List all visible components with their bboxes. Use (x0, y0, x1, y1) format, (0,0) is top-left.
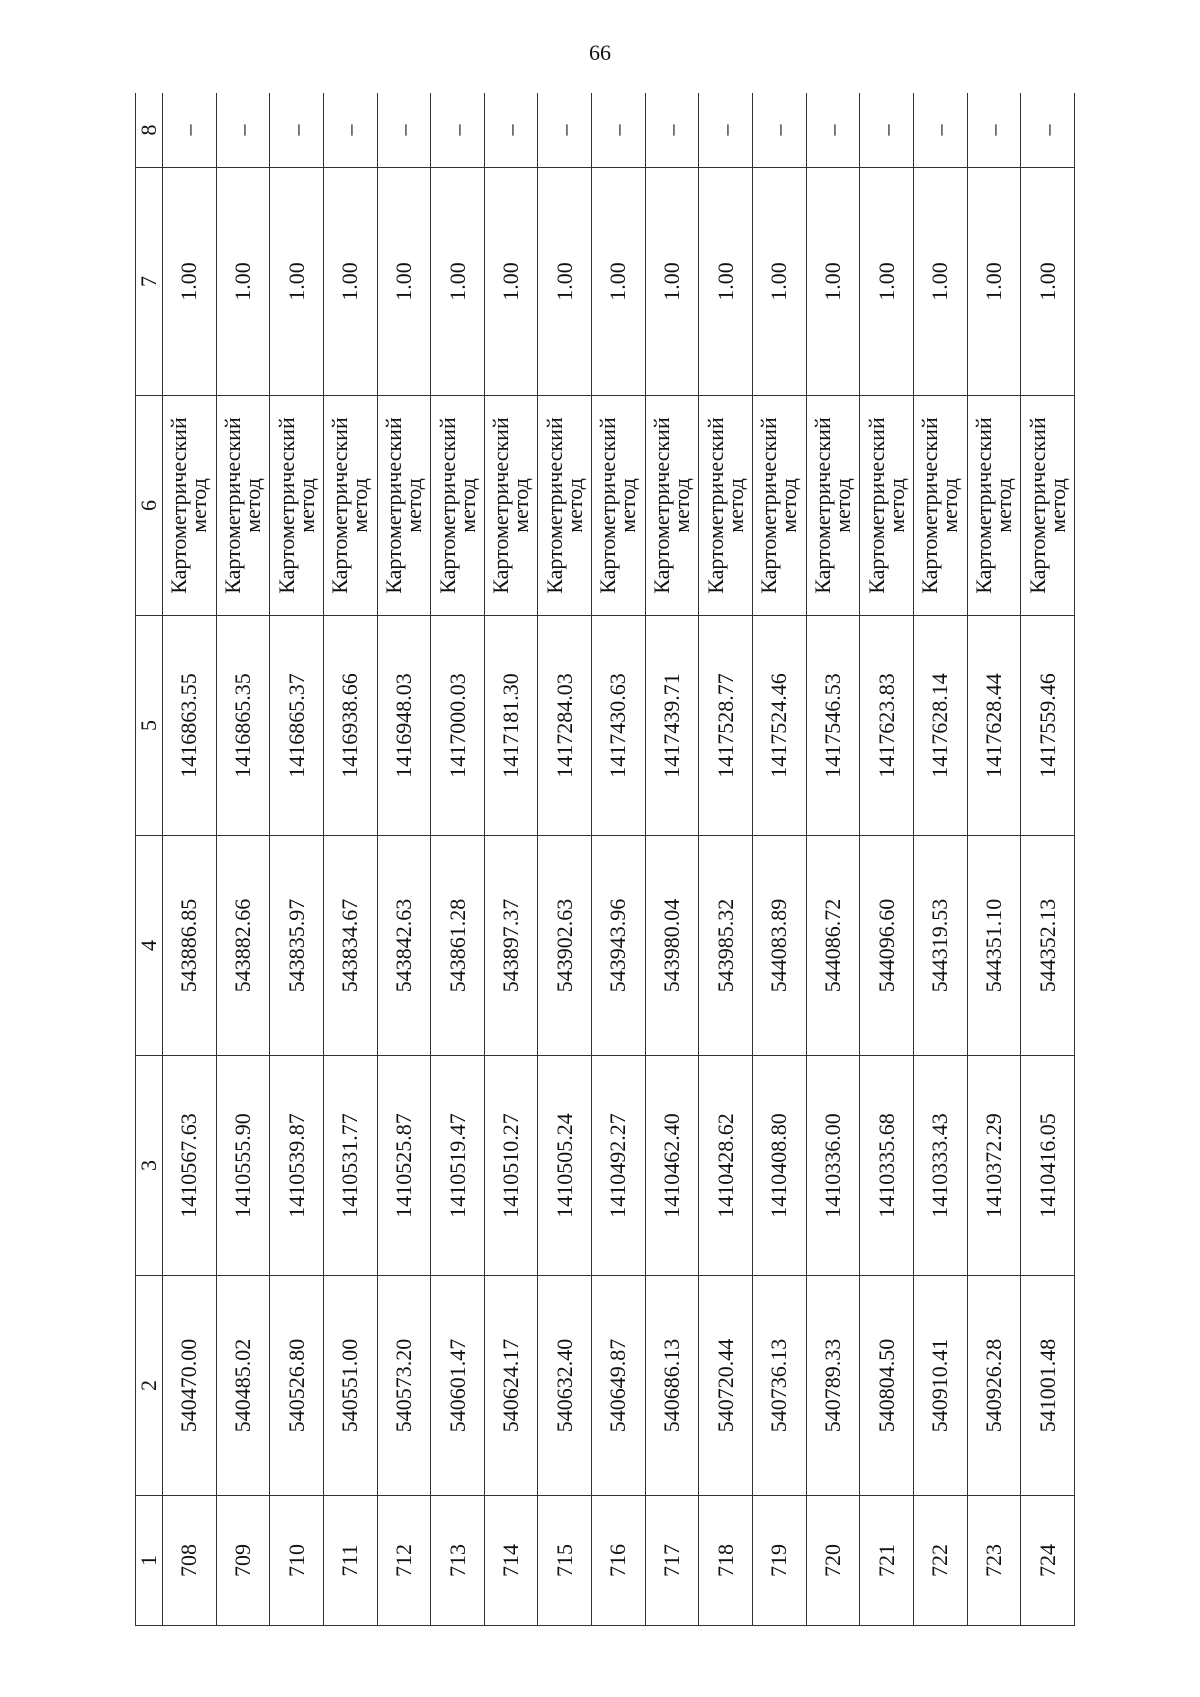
accuracy-cell: 1.00 (270, 168, 324, 396)
method-cell: Картометрический метод (323, 396, 377, 616)
accuracy-cell: 1.00 (806, 168, 860, 396)
coord-x-old-cell: 540910.41 (913, 1276, 967, 1496)
point-number-cell: 723 (967, 1496, 1021, 1626)
coord-y-old-cell: 1410555.90 (216, 1056, 270, 1276)
point-number-cell: 716 (592, 1496, 646, 1626)
column-header: 1 (136, 1496, 163, 1626)
coord-x-old-cell: 540470.00 (163, 1276, 217, 1496)
coord-y-old-cell: 1410539.87 (270, 1056, 324, 1276)
rotated-table-container (135, 93, 1075, 1626)
accuracy-cell: 1.00 (377, 168, 431, 396)
coord-x-new-cell: 544351.10 (967, 836, 1021, 1056)
point-number-cell: 713 (431, 1496, 485, 1626)
coord-y-old-cell: 1410519.47 (431, 1056, 485, 1276)
column-header: 8 (136, 93, 163, 168)
point-number-cell: 711 (323, 1496, 377, 1626)
coord-y-new-cell: 1417528.77 (699, 616, 753, 836)
point-number-cell: 721 (860, 1496, 914, 1626)
method-cell: Картометрический метод (645, 396, 699, 616)
method-cell: Картометрический метод (216, 396, 270, 616)
coord-y-new-cell: 1417628.14 (913, 616, 967, 836)
description-cell: – (484, 93, 538, 168)
description-cell: – (699, 93, 753, 168)
coord-x-new-cell: 543835.97 (270, 836, 324, 1056)
coord-x-new-cell: 544352.13 (1021, 836, 1075, 1056)
description-cell: – (323, 93, 377, 168)
method-cell: Картометрический метод (806, 396, 860, 616)
description-cell: – (270, 93, 324, 168)
coord-x-old-cell: 540926.28 (967, 1276, 1021, 1496)
description-cell: – (967, 93, 1021, 168)
coord-y-old-cell: 1410335.68 (860, 1056, 914, 1276)
accuracy-cell: 1.00 (538, 168, 592, 396)
description-cell: – (216, 93, 270, 168)
method-cell: Картометрический метод (860, 396, 914, 616)
coord-y-new-cell: 1417000.03 (431, 616, 485, 836)
coord-x-new-cell: 543842.63 (377, 836, 431, 1056)
description-cell: – (753, 93, 807, 168)
coord-x-new-cell: 543897.37 (484, 836, 538, 1056)
method-cell: Картометрический метод (538, 396, 592, 616)
coord-y-new-cell: 1417546.53 (806, 616, 860, 836)
table-row (860, 93, 914, 1626)
coord-x-new-cell: 543861.28 (431, 836, 485, 1056)
accuracy-cell: 1.00 (645, 168, 699, 396)
coord-x-old-cell: 540736.13 (753, 1276, 807, 1496)
table-row (1021, 93, 1075, 1626)
method-cell: Картометрический метод (270, 396, 324, 616)
column-header: 6 (136, 396, 163, 616)
coord-y-old-cell: 1410531.77 (323, 1056, 377, 1276)
table-header-row (136, 93, 163, 1626)
table-rotator (135, 93, 1075, 1626)
coord-y-new-cell: 1416863.55 (163, 616, 217, 836)
coord-x-old-cell: 540632.40 (538, 1276, 592, 1496)
coord-x-old-cell: 540485.02 (216, 1276, 270, 1496)
table-row (592, 93, 646, 1626)
coord-x-old-cell: 540649.87 (592, 1276, 646, 1496)
coord-x-old-cell: 540601.47 (431, 1276, 485, 1496)
table-row (913, 93, 967, 1626)
coord-y-old-cell: 1410372.29 (967, 1056, 1021, 1276)
coord-x-old-cell: 540789.33 (806, 1276, 860, 1496)
coord-y-new-cell: 1417181.30 (484, 616, 538, 836)
method-cell: Картометрический метод (1021, 396, 1075, 616)
coord-x-old-cell: 540551.00 (323, 1276, 377, 1496)
table-row (538, 93, 592, 1626)
description-cell: – (860, 93, 914, 168)
point-number-cell: 722 (913, 1496, 967, 1626)
accuracy-cell: 1.00 (484, 168, 538, 396)
description-cell: – (377, 93, 431, 168)
coord-y-new-cell: 1417439.71 (645, 616, 699, 836)
accuracy-cell: 1.00 (163, 168, 217, 396)
accuracy-cell: 1.00 (967, 168, 1021, 396)
method-cell: Картометрический метод (967, 396, 1021, 616)
table-row (163, 93, 217, 1626)
point-number-cell: 714 (484, 1496, 538, 1626)
coord-y-old-cell: 1410336.00 (806, 1056, 860, 1276)
column-header: 5 (136, 616, 163, 836)
table-row (270, 93, 324, 1626)
description-cell: – (913, 93, 967, 168)
coord-y-old-cell: 1410416.05 (1021, 1056, 1075, 1276)
coord-y-old-cell: 1410333.43 (913, 1056, 967, 1276)
coord-y-old-cell: 1410492.27 (592, 1056, 646, 1276)
point-number-cell: 718 (699, 1496, 753, 1626)
description-cell: – (163, 93, 217, 168)
method-cell: Картометрический метод (163, 396, 217, 616)
accuracy-cell: 1.00 (699, 168, 753, 396)
column-header: 7 (136, 168, 163, 396)
column-header: 4 (136, 836, 163, 1056)
point-number-cell: 710 (270, 1496, 324, 1626)
accuracy-cell: 1.00 (860, 168, 914, 396)
table-row (645, 93, 699, 1626)
coord-y-new-cell: 1417623.83 (860, 616, 914, 836)
point-number-cell: 715 (538, 1496, 592, 1626)
table-row (806, 93, 860, 1626)
accuracy-cell: 1.00 (431, 168, 485, 396)
coord-x-new-cell: 543834.67 (323, 836, 377, 1056)
point-number-cell: 712 (377, 1496, 431, 1626)
method-cell: Картометрический метод (592, 396, 646, 616)
method-cell: Картометрический метод (699, 396, 753, 616)
table-row (323, 93, 377, 1626)
coord-x-old-cell: 540804.50 (860, 1276, 914, 1496)
point-number-cell: 709 (216, 1496, 270, 1626)
coord-y-new-cell: 1417559.46 (1021, 616, 1075, 836)
description-cell: – (1021, 93, 1075, 168)
coord-y-new-cell: 1416948.03 (377, 616, 431, 836)
table-row (377, 93, 431, 1626)
coord-x-new-cell: 543882.66 (216, 836, 270, 1056)
coord-x-new-cell: 543985.32 (699, 836, 753, 1056)
coord-x-new-cell: 544083.89 (753, 836, 807, 1056)
coord-y-old-cell: 1410428.62 (699, 1056, 753, 1276)
accuracy-cell: 1.00 (323, 168, 377, 396)
coord-y-new-cell: 1417628.44 (967, 616, 1021, 836)
coord-y-new-cell: 1416865.35 (216, 616, 270, 836)
point-number-cell: 724 (1021, 1496, 1075, 1626)
table-row (431, 93, 485, 1626)
coord-y-new-cell: 1417430.63 (592, 616, 646, 836)
coord-x-old-cell: 541001.48 (1021, 1276, 1075, 1496)
table-row (216, 93, 270, 1626)
coord-x-new-cell: 543943.96 (592, 836, 646, 1056)
column-header: 3 (136, 1056, 163, 1276)
description-cell: – (431, 93, 485, 168)
coord-y-old-cell: 1410567.63 (163, 1056, 217, 1276)
coord-x-old-cell: 540624.17 (484, 1276, 538, 1496)
coord-x-new-cell: 543980.04 (645, 836, 699, 1056)
coord-y-old-cell: 1410510.27 (484, 1056, 538, 1276)
point-number-cell: 708 (163, 1496, 217, 1626)
coord-x-new-cell: 544096.60 (860, 836, 914, 1056)
coord-x-new-cell: 543886.85 (163, 836, 217, 1056)
description-cell: – (806, 93, 860, 168)
accuracy-cell: 1.00 (753, 168, 807, 396)
point-number-cell: 717 (645, 1496, 699, 1626)
coord-x-new-cell: 544086.72 (806, 836, 860, 1056)
description-cell: – (592, 93, 646, 168)
coord-y-old-cell: 1410505.24 (538, 1056, 592, 1276)
coord-x-old-cell: 540720.44 (699, 1276, 753, 1496)
coord-y-new-cell: 1416938.66 (323, 616, 377, 836)
point-number-cell: 719 (753, 1496, 807, 1626)
method-cell: Картометрический метод (913, 396, 967, 616)
method-cell: Картометрический метод (753, 396, 807, 616)
coord-y-new-cell: 1417524.46 (753, 616, 807, 836)
description-cell: – (538, 93, 592, 168)
coord-y-new-cell: 1417284.03 (538, 616, 592, 836)
table-row (699, 93, 753, 1626)
coord-x-new-cell: 544319.53 (913, 836, 967, 1056)
coord-y-old-cell: 1410408.80 (753, 1056, 807, 1276)
accuracy-cell: 1.00 (913, 168, 967, 396)
coord-x-old-cell: 540573.20 (377, 1276, 431, 1496)
table-body (163, 93, 1075, 1626)
method-cell: Картометрический метод (484, 396, 538, 616)
coord-y-old-cell: 1410462.40 (645, 1056, 699, 1276)
method-cell: Картометрический метод (377, 396, 431, 616)
table-row (967, 93, 1021, 1626)
accuracy-cell: 1.00 (216, 168, 270, 396)
coord-x-old-cell: 540526.80 (270, 1276, 324, 1496)
accuracy-cell: 1.00 (1021, 168, 1075, 396)
method-cell: Картометрический метод (431, 396, 485, 616)
accuracy-cell: 1.00 (592, 168, 646, 396)
description-cell: – (645, 93, 699, 168)
coord-x-old-cell: 540686.13 (645, 1276, 699, 1496)
page-number: 66 (589, 40, 611, 65)
column-header: 2 (136, 1276, 163, 1496)
coord-x-new-cell: 543902.63 (538, 836, 592, 1056)
point-number-cell: 720 (806, 1496, 860, 1626)
coord-y-new-cell: 1416865.37 (270, 616, 324, 836)
table-row (484, 93, 538, 1626)
coordinates-table (135, 93, 1075, 1626)
table-row (753, 93, 807, 1626)
coord-y-old-cell: 1410525.87 (377, 1056, 431, 1276)
